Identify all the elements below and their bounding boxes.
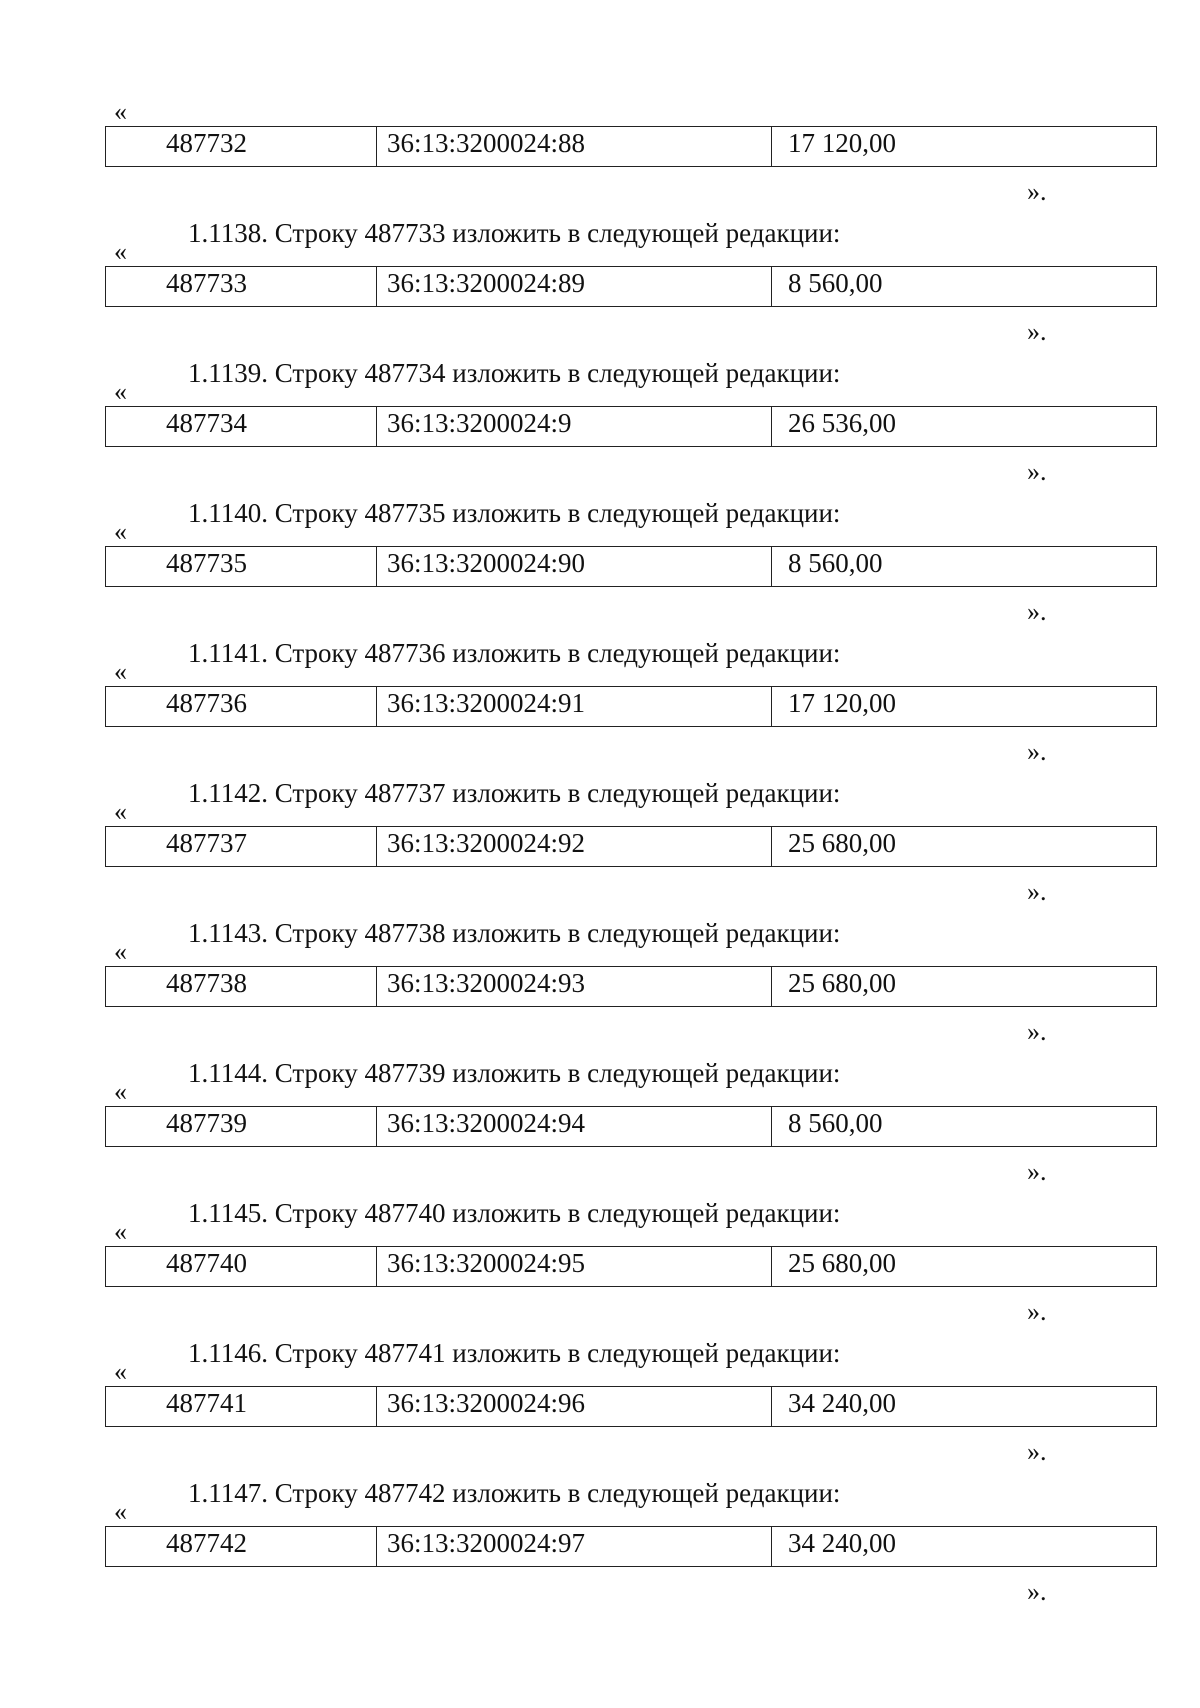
amendment-table (105, 1386, 1157, 1427)
amendment-table (105, 686, 1157, 727)
row-id-cell: 487741 (106, 1387, 377, 1427)
amendment-table (105, 266, 1157, 307)
instruction-text: 1.1142. Строку 487737 изложить в следующей редакции: (188, 778, 841, 808)
value-cell: 17 120,00 (772, 127, 1157, 167)
close-quote: ». (1027, 1577, 1047, 1606)
close-quote: ». (1027, 597, 1047, 626)
cadastral-number-cell: 36:13:3200024:96 (377, 1387, 772, 1427)
value-cell: 8 560,00 (772, 1107, 1157, 1147)
close-quote: ». (1027, 1437, 1047, 1466)
amendment-table (105, 546, 1157, 587)
value-cell: 25 680,00 (772, 967, 1157, 1007)
amendment-table (105, 406, 1157, 447)
close-quote: ». (1027, 317, 1047, 346)
close-quote: ». (1027, 877, 1047, 906)
table-row (106, 407, 1157, 447)
amendment-table (105, 966, 1157, 1007)
open-quote: « (114, 937, 127, 966)
row-id-cell: 487739 (106, 1107, 377, 1147)
row-id-cell: 487737 (106, 827, 377, 867)
cadastral-number-cell: 36:13:3200024:89 (377, 267, 772, 307)
value-cell: 8 560,00 (772, 267, 1157, 307)
close-quote: ». (1027, 1017, 1047, 1046)
amendment-table (105, 1106, 1157, 1147)
table-row (106, 267, 1157, 307)
instruction-text: 1.1138. Строку 487733 изложить в следующей редакции: (188, 218, 841, 248)
amendment-table (105, 126, 1157, 167)
open-quote: « (114, 237, 127, 266)
row-id-cell: 487738 (106, 967, 377, 1007)
open-quote: « (114, 517, 127, 546)
value-cell: 25 680,00 (772, 827, 1157, 867)
close-quote: ». (1027, 1157, 1047, 1186)
row-id-cell: 487732 (106, 127, 377, 167)
amendment-table (105, 1526, 1157, 1567)
open-quote: « (114, 1357, 127, 1386)
instruction-text: 1.1141. Строку 487736 изложить в следующей редакции: (188, 638, 841, 668)
instruction-text: 1.1143. Строку 487738 изложить в следующей редакции: (188, 918, 841, 948)
cadastral-number-cell: 36:13:3200024:93 (377, 967, 772, 1007)
row-id-cell: 487740 (106, 1247, 377, 1287)
row-id-cell: 487736 (106, 687, 377, 727)
value-cell: 25 680,00 (772, 1247, 1157, 1287)
table-row (106, 827, 1157, 867)
row-id-cell: 487734 (106, 407, 377, 447)
open-quote: « (114, 377, 127, 406)
close-quote: ». (1027, 737, 1047, 766)
table-row (106, 127, 1157, 167)
table-row (106, 1107, 1157, 1147)
cadastral-number-cell: 36:13:3200024:91 (377, 687, 772, 727)
cadastral-number-cell: 36:13:3200024:94 (377, 1107, 772, 1147)
instruction-text: 1.1147. Строку 487742 изложить в следующей редакции: (188, 1478, 841, 1508)
instruction-text: 1.1140. Строку 487735 изложить в следующей редакции: (188, 498, 841, 528)
close-quote: ». (1027, 1297, 1047, 1326)
table-row (106, 687, 1157, 727)
table-row (106, 1247, 1157, 1287)
cadastral-number-cell: 36:13:3200024:88 (377, 127, 772, 167)
value-cell: 26 536,00 (772, 407, 1157, 447)
open-quote: « (114, 657, 127, 686)
row-id-cell: 487733 (106, 267, 377, 307)
instruction-text: 1.1144. Строку 487739 изложить в следующей редакции: (188, 1058, 841, 1088)
close-quote: ». (1027, 457, 1047, 486)
row-id-cell: 487742 (106, 1527, 377, 1567)
cadastral-number-cell: 36:13:3200024:92 (377, 827, 772, 867)
cadastral-number-cell: 36:13:3200024:97 (377, 1527, 772, 1567)
close-quote: ». (1027, 177, 1047, 206)
instruction-text: 1.1146. Строку 487741 изложить в следующей редакции: (188, 1338, 841, 1368)
table-row (106, 967, 1157, 1007)
cadastral-number-cell: 36:13:3200024:95 (377, 1247, 772, 1287)
open-quote: « (114, 1077, 127, 1106)
open-quote: « (114, 797, 127, 826)
row-id-cell: 487735 (106, 547, 377, 587)
amendment-table (105, 826, 1157, 867)
open-quote: « (114, 1497, 127, 1526)
cadastral-number-cell: 36:13:3200024:90 (377, 547, 772, 587)
table-row (106, 1527, 1157, 1567)
table-row (106, 1387, 1157, 1427)
open-quote: « (114, 1217, 127, 1246)
instruction-text: 1.1145. Строку 487740 изложить в следующей редакции: (188, 1198, 841, 1228)
value-cell: 8 560,00 (772, 547, 1157, 587)
amendment-table (105, 1246, 1157, 1287)
instruction-text: 1.1139. Строку 487734 изложить в следующей редакции: (188, 358, 841, 388)
cadastral-number-cell: 36:13:3200024:9 (377, 407, 772, 447)
value-cell: 17 120,00 (772, 687, 1157, 727)
open-quote: « (114, 97, 127, 126)
value-cell: 34 240,00 (772, 1387, 1157, 1427)
table-row (106, 547, 1157, 587)
value-cell: 34 240,00 (772, 1527, 1157, 1567)
